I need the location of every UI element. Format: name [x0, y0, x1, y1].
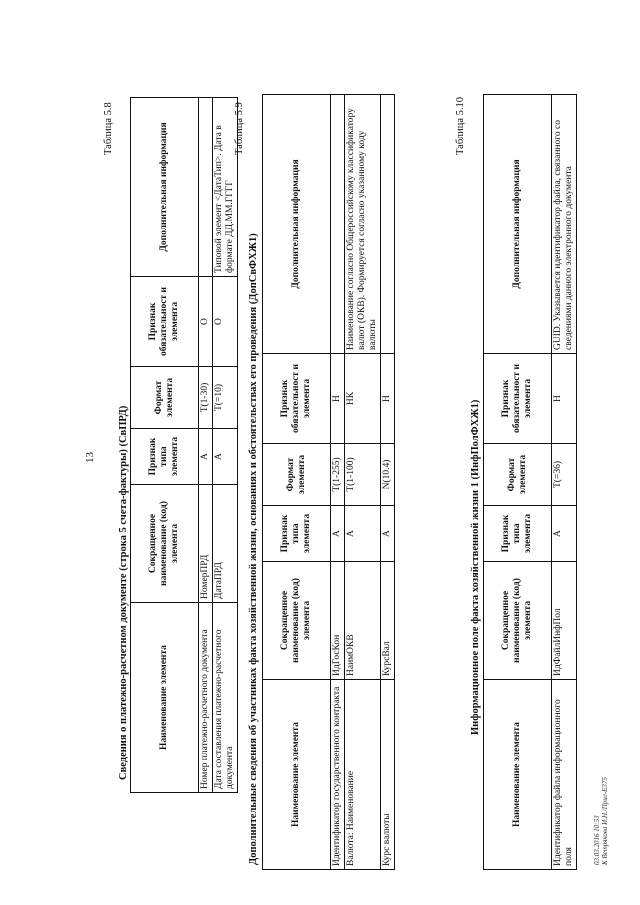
- table-row: [212, 98, 237, 793]
- table-cell: А: [199, 429, 213, 485]
- table-5-8: [130, 97, 238, 793]
- table-cell: О: [199, 277, 213, 367]
- column-header: Дополнительная информация: [484, 95, 552, 354]
- column-header: Дополнительная информация: [131, 98, 199, 277]
- header-row: [484, 95, 552, 870]
- table-cell: НомерПРД: [199, 485, 213, 603]
- table-5-10-caption: Таблица 5.10: [455, 96, 466, 155]
- table-5-10: [483, 94, 577, 870]
- table-row: [380, 95, 394, 870]
- table-cell: [331, 95, 345, 354]
- table-cell: T(=36): [552, 444, 577, 506]
- column-header: Наименование элемента: [263, 680, 331, 870]
- column-header: Сокращенное наименование (код) элемента: [131, 485, 199, 603]
- stamp-line-2: К Ветрякова И.Н./Прил-Е375: [601, 777, 610, 865]
- table-cell: N(10.4): [380, 444, 394, 506]
- stamp-line-1: 03.03.2016 10:53: [593, 815, 601, 865]
- table-cell: Н: [380, 354, 394, 444]
- column-header: Признак обязательност и элемента: [263, 354, 331, 444]
- table-cell: Идентификатор файла информационного поля: [552, 680, 577, 870]
- table-cell: ДатаПРД: [212, 485, 237, 603]
- column-header: Признак типа элемента: [263, 506, 331, 562]
- table-5-10-title: Информационное поле факта хозяйственной жизни 1 (ИнфПолФХЖ1): [470, 399, 481, 735]
- table-cell: А: [344, 506, 380, 562]
- column-header: Наименование элемента: [131, 603, 199, 793]
- table-cell: [380, 95, 394, 354]
- table-5-9: [262, 94, 395, 870]
- column-header: Признак обязательност и элемента: [484, 354, 552, 444]
- column-header: Признак обязательност и элемента: [131, 277, 199, 367]
- table-cell: Дата составления платежно-расчетного документа: [212, 603, 237, 793]
- header-row: [131, 98, 199, 793]
- table-cell: ИдФайлИнфПол: [552, 562, 577, 680]
- column-header: Признак типа элемента: [484, 506, 552, 562]
- page-number: 13: [84, 452, 96, 463]
- table-cell: Н: [331, 354, 345, 444]
- table-cell: ИдГосКон: [331, 562, 345, 680]
- table-cell: T(1-30): [199, 367, 213, 429]
- print-stamp: [593, 777, 610, 865]
- table-cell: А: [331, 506, 345, 562]
- table-cell: КурсВал: [380, 562, 394, 680]
- table-cell: НК: [344, 354, 380, 444]
- table-cell: GUID. Указывается идентификатор файла, связанного со сведениями данного электронного документа: [552, 95, 577, 354]
- column-header: Формат элемента: [263, 444, 331, 506]
- table-cell: Наименование согласно Общероссийскому классификатору валют (ОКВ). Формируется согласно указанному коду валюты: [344, 95, 380, 354]
- table-cell: [199, 98, 213, 277]
- column-header: Сокращенное наименование (код) элемента: [484, 562, 552, 680]
- column-header: Дополнительная информация: [263, 95, 331, 354]
- table-cell: Идентификатор государственного контракта: [331, 680, 345, 870]
- table-cell: Номер платежно-расчетного документа: [199, 603, 213, 793]
- table-cell: T(1-100): [344, 444, 380, 506]
- table-cell: Н: [552, 354, 577, 444]
- column-header: Формат элемента: [484, 444, 552, 506]
- table-cell: А: [380, 506, 394, 562]
- column-header: Сокращенное наименование (код) элемента: [263, 562, 331, 680]
- table-5-9-title: Дополнительные сведения об участниках факта хозяйственной жизни, основаниях и обстоятельствах его проведения (ДопСвФХЖ1): [248, 233, 259, 865]
- table-cell: НаимОКВ: [344, 562, 380, 680]
- table-cell: А: [212, 429, 237, 485]
- table-row: [199, 98, 213, 793]
- table-cell: T(=10): [212, 367, 237, 429]
- column-header: Наименование элемента: [484, 680, 552, 870]
- table-5-9-caption: Таблица 5.9: [234, 102, 245, 155]
- table-cell: T(1-255): [331, 444, 345, 506]
- header-row: [263, 95, 331, 870]
- column-header: Формат элемента: [131, 367, 199, 429]
- table-cell: Валюта: Наименование: [344, 680, 380, 870]
- table-cell: О: [212, 277, 237, 367]
- table-cell: Курс валюты: [380, 680, 394, 870]
- table-row: [344, 95, 380, 870]
- table-5-8-title: Сведения о платежно-расчетном документе (строка 5 счета-фактуры) (СвПРД): [118, 405, 129, 780]
- table-cell: А: [552, 506, 577, 562]
- table-row: [552, 95, 577, 870]
- column-header: Признак типа элемента: [131, 429, 199, 485]
- table-5-8-caption: Таблица 5.8: [103, 102, 114, 155]
- table-row: [331, 95, 345, 870]
- table-cell: Типовой элемент <ДатаТип>. Дата в формате ДД.ММ.ГГГГ: [212, 98, 237, 277]
